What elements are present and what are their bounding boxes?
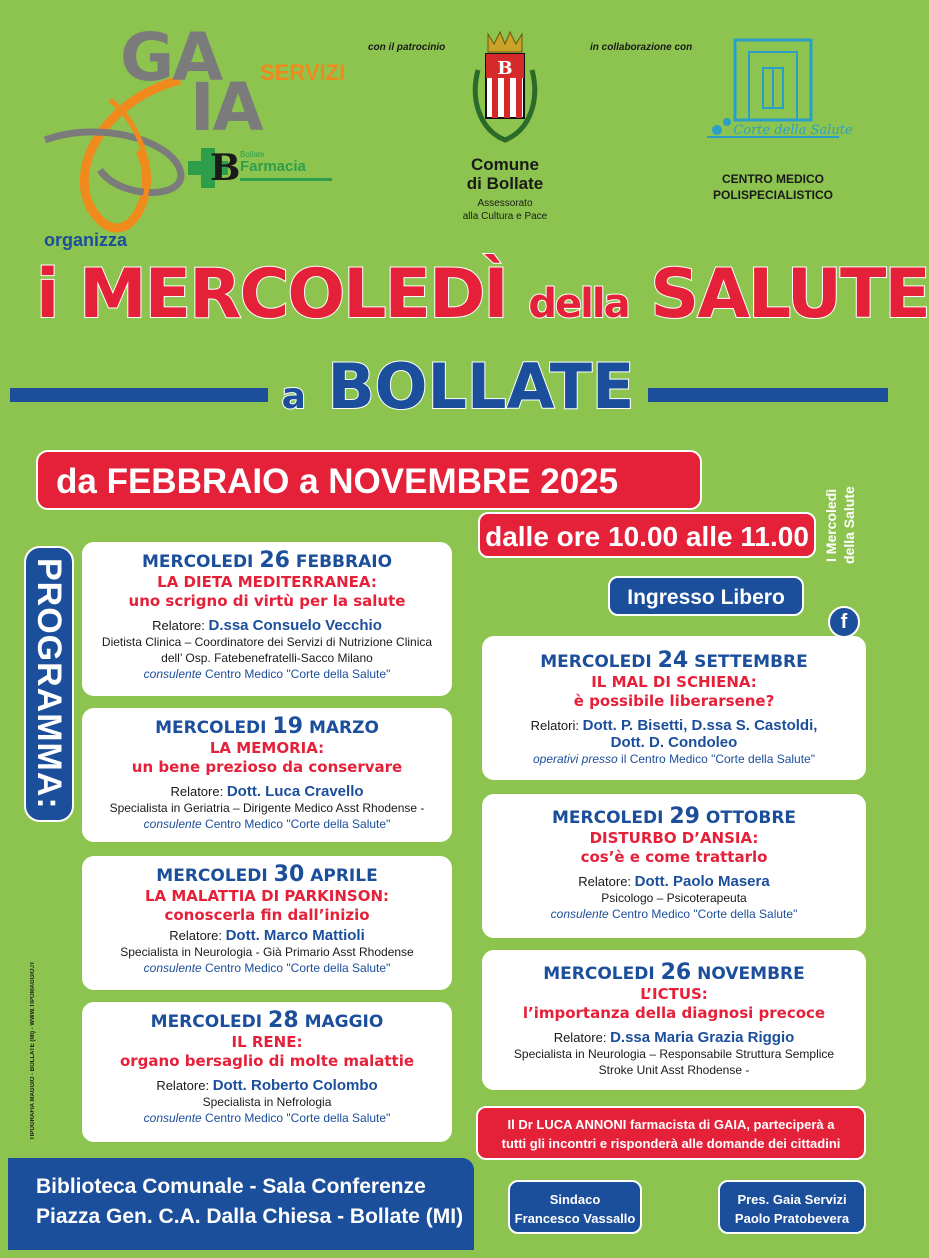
facebook-line2: della Salute bbox=[841, 486, 857, 564]
event-speaker: Relatore: Dott. Paolo Masera bbox=[578, 873, 770, 890]
city-prefix: a bbox=[281, 376, 306, 417]
corte-line2: POLISPECIALISTICO bbox=[712, 188, 833, 202]
event-topic-1: IL RENE: bbox=[231, 1033, 303, 1051]
facebook-icon: f bbox=[828, 606, 860, 638]
farmacia-letter: B bbox=[210, 147, 241, 189]
event-topic-2: uno scrigno di virtù per la salute bbox=[128, 592, 406, 610]
event-speaker: Relatore: D.ssa Consuelo Vecchio bbox=[152, 617, 382, 634]
event-date: MERCOLEDI 26 NOVEMBRE bbox=[543, 960, 805, 985]
title-bar-right bbox=[648, 388, 888, 402]
event-date: MERCOLEDI 30 APRILE bbox=[156, 862, 378, 887]
event-desc-1: Specialista in Nefrologia bbox=[202, 1095, 332, 1109]
corte-line1: CENTRO MEDICO bbox=[722, 172, 824, 186]
corte-building-icon bbox=[703, 38, 853, 158]
facebook-line1: I Mercoledì bbox=[823, 488, 839, 562]
location-box bbox=[8, 1158, 474, 1250]
farmacia-underline bbox=[240, 178, 332, 181]
period-banner: da FEBBRAIO a NOVEMBRE 2025 bbox=[36, 450, 702, 510]
event-card-may bbox=[82, 1002, 452, 1142]
event-desc-1: Dietista Clinica – Coordinatore dei Servizi di Nutrizione Clinica bbox=[101, 635, 433, 649]
event-consultant: consulente Centro Medico "Corte della Salute" bbox=[143, 667, 391, 681]
note-line1: Il Dr LUCA ANNONI farmacista di GAIA, parteciperà a bbox=[507, 1117, 835, 1132]
event-desc-1: Specialista in Geriatria – Dirigente Medico Asst Rhodense - bbox=[109, 801, 425, 815]
farmacia-text: Farmacia bbox=[240, 158, 306, 175]
event-desc-2: Stroke Unit Asst Rhodense - bbox=[598, 1063, 750, 1077]
location-line2: Piazza Gen. C.A. Dalla Chiesa - Bollate (MI) bbox=[36, 1205, 464, 1228]
event-card-oct bbox=[482, 794, 866, 938]
sindaco-role: Sindaco bbox=[549, 1192, 601, 1207]
event-consultant: consulente Centro Medico "Corte della Salute" bbox=[550, 907, 798, 921]
event-date: MERCOLEDI 24 SETTEMBRE bbox=[540, 648, 808, 673]
event-topic-2: conoscerla fin dall’inizio bbox=[164, 906, 370, 924]
event-speaker: Relatore: Dott. Roberto Colombo bbox=[156, 1077, 378, 1094]
event-date: MERCOLEDI 28 MAGGIO bbox=[150, 1008, 384, 1033]
president-role: Pres. Gaia Servizi bbox=[737, 1192, 847, 1207]
comune-coat-of-arms-icon bbox=[470, 30, 540, 150]
event-consultant: consulente Centro Medico "Corte della Salute" bbox=[143, 817, 391, 831]
pharmacist-note bbox=[476, 1106, 866, 1160]
event-speaker-2: Dott. D. Condoleo bbox=[610, 734, 738, 751]
city-name: BOLLATE bbox=[327, 350, 635, 423]
title-part1: i MERCOLEDÌ bbox=[36, 255, 507, 334]
event-date: MERCOLEDI 19 MARZO bbox=[155, 714, 379, 739]
event-topic-1: DISTURBO D’ANSIA: bbox=[589, 829, 759, 847]
event-desc-1: Specialista in Neurologia - Già Primario Asst Rhodense bbox=[120, 945, 414, 959]
event-topic-2: è possibile liberarsene? bbox=[573, 692, 775, 710]
president-signature bbox=[718, 1180, 866, 1234]
event-topic-1: LA DIETA MEDITERRANEA: bbox=[157, 573, 377, 591]
gaia-bottom-letters: IA bbox=[190, 69, 262, 146]
event-desc-2: dell’ Osp. Fatebenefratelli-Sacco Milano bbox=[161, 651, 373, 665]
event-consultant: operativi presso il Centro Medico "Corte della Salute" bbox=[532, 752, 815, 766]
event-topic-2: un bene prezioso da conservare bbox=[131, 758, 403, 776]
event-speaker: Relatore: Dott. Luca Cravello bbox=[170, 783, 364, 800]
corte-logo-text: Corte della Salute bbox=[733, 123, 853, 138]
comune-name-line2: di Bollate bbox=[466, 174, 544, 193]
sindaco-name: Francesco Vassallo bbox=[514, 1211, 636, 1226]
event-desc-1: Psicologo – Psicoterapeuta bbox=[601, 891, 747, 905]
hours-banner: dalle ore 10.00 alle 11.00 bbox=[478, 512, 816, 558]
patrocinio-label: con il patrocinio bbox=[368, 42, 446, 53]
event-date: MERCOLEDI 29 OTTOBRE bbox=[551, 804, 797, 829]
note-line2: tutti gli incontri e risponderà alle domande dei cittadini bbox=[501, 1136, 841, 1151]
event-topic-1: L’ICTUS: bbox=[640, 985, 708, 1003]
farmacia-small-text: Bollate bbox=[240, 150, 265, 159]
facebook-page-name bbox=[822, 450, 866, 600]
facebook-page-reference bbox=[822, 450, 866, 640]
stemma-letter: B bbox=[497, 58, 513, 79]
event-card-apr bbox=[82, 856, 452, 990]
title-part3: SALUTE bbox=[650, 255, 929, 334]
programma-text: PROGRAMMA: bbox=[30, 558, 68, 810]
president-name: Paolo Pratobevera bbox=[734, 1211, 850, 1226]
gaia-top-letters: GA bbox=[120, 19, 222, 96]
gaia-servizi-logo bbox=[40, 19, 346, 230]
comune-name-line1: Comune bbox=[471, 155, 539, 174]
event-topic-2: cos’è e come trattarlo bbox=[580, 848, 768, 866]
event-desc-1: Specialista in Neurologia – Responsabile Struttura Semplice bbox=[513, 1047, 835, 1061]
event-card-sep bbox=[482, 636, 866, 780]
event-date: MERCOLEDI 26 FEBBRAIO bbox=[141, 548, 393, 573]
bollate-farmacia-logo bbox=[188, 148, 338, 198]
sindaco-signature bbox=[508, 1180, 642, 1234]
comune-sub-line2: alla Cultura e Pace bbox=[462, 211, 548, 222]
ingresso-libero-badge: Ingresso Libero bbox=[608, 576, 804, 616]
event-topic-1: IL MAL DI SCHIENA: bbox=[591, 673, 757, 691]
location-line1: Biblioteca Comunale - Sala Conferenze bbox=[36, 1175, 426, 1198]
organizza-label: organizza bbox=[44, 230, 128, 250]
comune-sub-line1: Assessorato bbox=[477, 198, 533, 209]
event-topic-1: LA MEMORIA: bbox=[209, 739, 325, 757]
event-topic-1: LA MALATTIA DI PARKINSON: bbox=[144, 887, 390, 905]
event-consultant: consulente Centro Medico "Corte della Salute" bbox=[143, 1111, 391, 1125]
collaborazione-label: in collaborazione con bbox=[590, 42, 693, 53]
servizi-text: SERVIZI bbox=[260, 60, 346, 85]
title-bar-left bbox=[10, 388, 268, 402]
event-speaker: Relatore: D.ssa Maria Grazia Riggio bbox=[553, 1029, 795, 1046]
print-credit: TIPOGRAFIA MAGGIO - BOLLATE (MI) - WWW.TIPOMAGGIO.IT bbox=[30, 961, 36, 1140]
event-card-mar bbox=[82, 708, 452, 842]
event-topic-2: organo bersaglio di molte malattie bbox=[119, 1052, 415, 1070]
event-speaker: Relatori: Dott. P. Bisetti, D.ssa S. Castoldi, bbox=[530, 717, 818, 734]
main-title bbox=[36, 255, 929, 334]
comune-bollate-logo bbox=[430, 30, 580, 223]
corte-salute-logo bbox=[698, 38, 853, 203]
event-card-feb bbox=[82, 542, 452, 696]
event-consultant: consulente Centro Medico "Corte della Salute" bbox=[143, 961, 391, 975]
city-title bbox=[268, 350, 648, 423]
event-topic-2: l’importanza della diagnosi precoce bbox=[522, 1004, 826, 1022]
programma-label bbox=[24, 546, 74, 822]
event-card-nov bbox=[482, 950, 866, 1090]
title-part2: della bbox=[528, 281, 629, 327]
event-speaker: Relatore: Dott. Marco Mattioli bbox=[169, 927, 365, 944]
